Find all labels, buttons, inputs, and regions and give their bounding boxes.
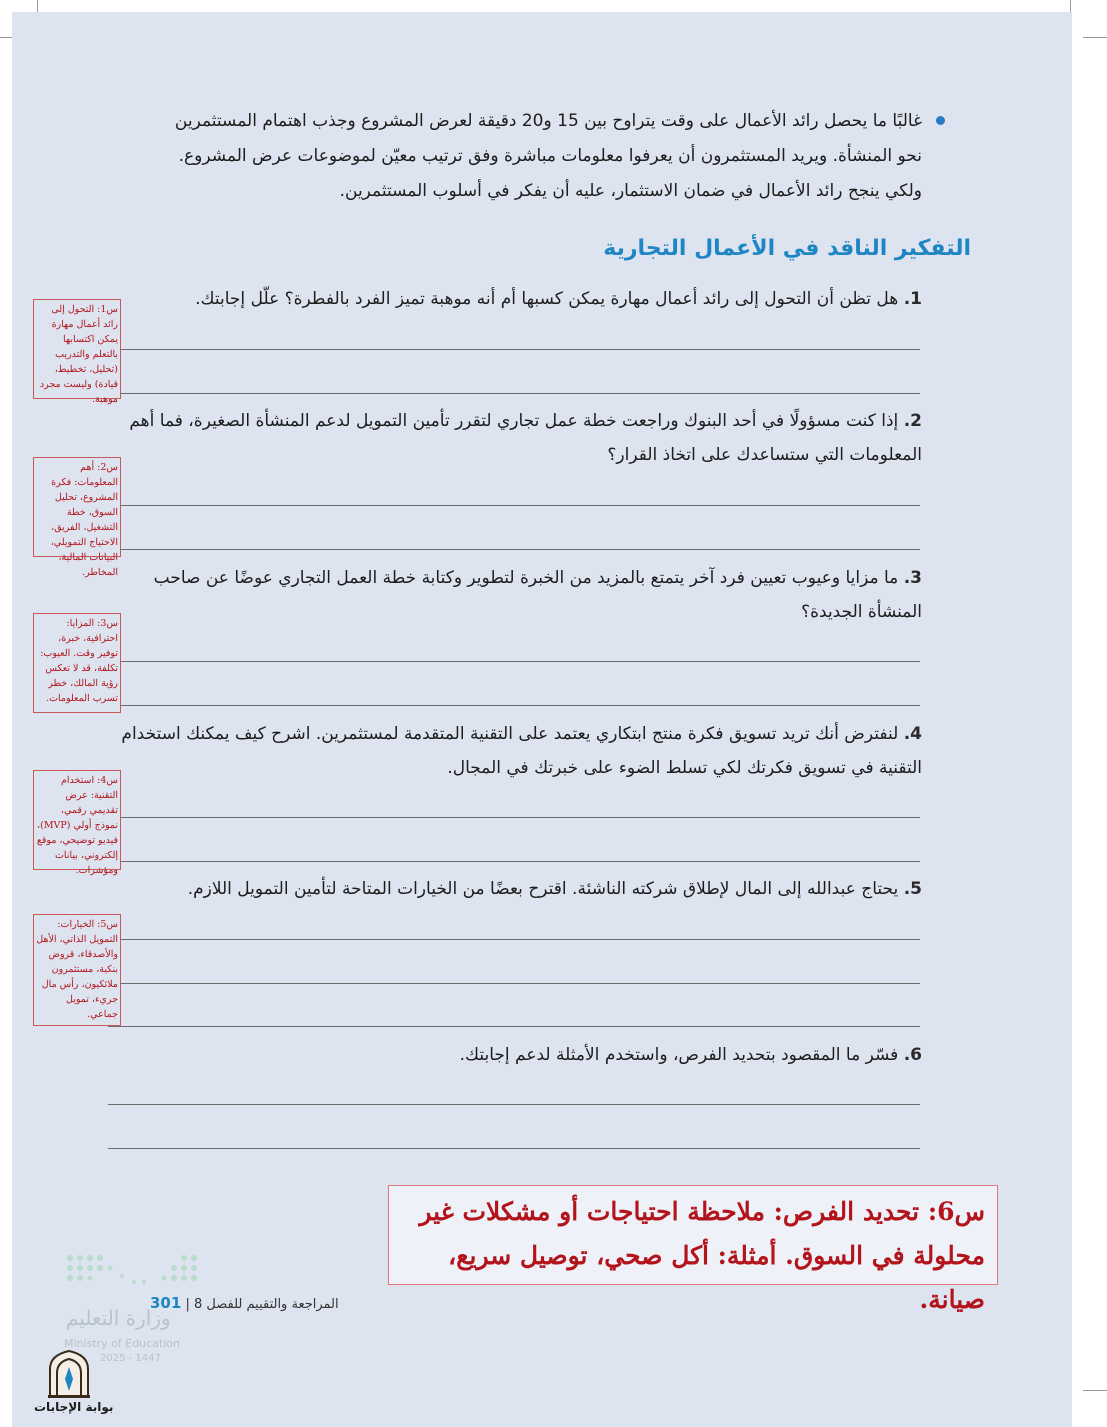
question-5 [112,872,922,906]
answer-line [108,939,920,940]
answer-line [108,817,920,818]
question-text: يحتاج عبدالله إلى المال لإطلاق شركته الناشئة. اقترح بعضًا من الخيارات المتاحة لتأمين التمويل اللازم. [187,879,899,899]
intro-line-1: غالبًا ما يحصل رائد الأعمال على وقت يتراوح بين 15 و20 دقيقة لعرض المشروع وجذب اهتمام المستثمرين [174,111,922,131]
intro-line-2: نحو المنشأة. ويريد المستثمرون أن يعرفوا معلومات مباشرة وفق ترتيب معيّن لموضوعات عرض المشروع. [178,146,922,166]
answer-line [108,1104,920,1105]
handwritten-note-4: س4: استخدام التقنية: عرض تقديمي رقمي، نموذج أولي (MVP)، فيديو توضيحي، موقع إلكتروني، بيانات ومؤشرات. [33,770,121,870]
handwritten-note-5: س5: الخيارات: التمويل الذاتي، الأهل والأصدقاء، قروض بنكية، مستثمرون ملائكيون، رأس مال جريء، تمويل جماعي. [33,914,121,1026]
answer-line [108,983,920,984]
ministry-name-arabic: وزارة التعليم [66,1306,171,1330]
question-number: 6. [903,1045,922,1065]
question-text: لنفترض أنك تريد تسويق فكرة منتج ابتكاري يعتمد على التقنية المتقدمة لمستثمرين. اشرح كيف يمكنك استخدام التقنية في تسويق فكرتك لكي تسلط الضوء على خبرتك في المجال. [121,724,922,778]
crop-mark [1083,1390,1107,1391]
answer-line [108,1026,920,1027]
answer-line [108,549,920,550]
question-text: إذا كنت مسؤولًا في أحد البنوك وراجعت خطة عمل تجاري لتقرر تأمين التمويل لدعم المنشأة الصغيرة، فما أهم المعلومات التي ستساعدك على اتخاذ القرار؟ [129,411,922,465]
handwritten-note-1: س1: التحول إلى رائد أعمال مهارة يمكن اكتسابها بالتعلم والتدريب (تحليل، تخطيط، قيادة) وليست مجرد موهبة. [33,299,121,399]
question-number: 3. [903,568,922,588]
answer-line [108,393,920,394]
ministry-logo-icon [64,1252,204,1292]
answer-6-box: س6: تحديد الفرص: ملاحظة احتياجات أو مشكلات غير محلولة في السوق. أمثلة: أكل صحي، توصيل سريع، صيانة. [388,1185,998,1285]
handwritten-note-2: س2: أهم المعلومات: فكرة المشروع، تحليل السوق، خطة التشغيل، الفريق، الاحتياج التمويلي، البيانات المالية، المخاطر. [33,457,121,557]
question-4 [112,717,922,785]
crop-mark [1083,37,1107,38]
footer-separator: | [185,1297,190,1312]
footer-chapter: المراجعة والتقييم للفصل 8 [193,1297,339,1312]
answer-line [108,661,920,662]
handwritten-note-3: س3: المزايا: احترافية، خبرة، توفير وقت. العيوب: تكلفة، قد لا تعكس رؤية المالك، خطر تسرب المعلومات. [33,613,121,713]
question-3 [112,561,922,629]
section-heading: التفكير الناقد في الأعمال التجارية [603,236,971,261]
question-6 [112,1038,922,1072]
intro-line-3: ولكي ينجح رائد الأعمال في ضمان الاستثمار، عليه أن يفكر في أسلوب المستثمرين. [339,181,922,201]
question-number: 4. [903,724,922,744]
answer-line [108,861,920,862]
question-text: هل تظن أن التحول إلى رائد أعمال مهارة يمكن كسبها أم أنه موهبة تميز الفرد بالفطرة؟ علّل إجابتك. [195,289,899,309]
page-footer [150,1294,339,1312]
question-number: 5. [903,879,922,899]
answer-line [108,349,920,350]
answer-line [108,505,920,506]
question-2 [112,404,922,472]
question-text: ما مزايا وعيوب تعيين فرد آخر يتمتع بالمزيد من الخبرة لتطوير وكتابة خطة العمل التجاري عوضًا عن صاحب المنشأة الجديدة؟ [153,568,922,622]
ministry-name-english: Ministry of Education [64,1337,181,1350]
question-text: فسّر ما المقصود بتحديد الفرص، واستخدم الأمثلة لدعم إجابتك. [459,1045,899,1065]
page-number: 301 [150,1294,182,1312]
question-number: 1. [903,289,922,309]
question-1 [112,282,922,316]
brand-name: بوابة الإجابات [34,1400,114,1414]
question-number: 2. [903,411,922,431]
answer-line [108,705,920,706]
ministry-year: 2025 - 1447 [100,1353,161,1364]
bullet-icon [936,116,945,125]
brand-emblem-icon [46,1349,92,1399]
answer-line [108,1148,920,1149]
